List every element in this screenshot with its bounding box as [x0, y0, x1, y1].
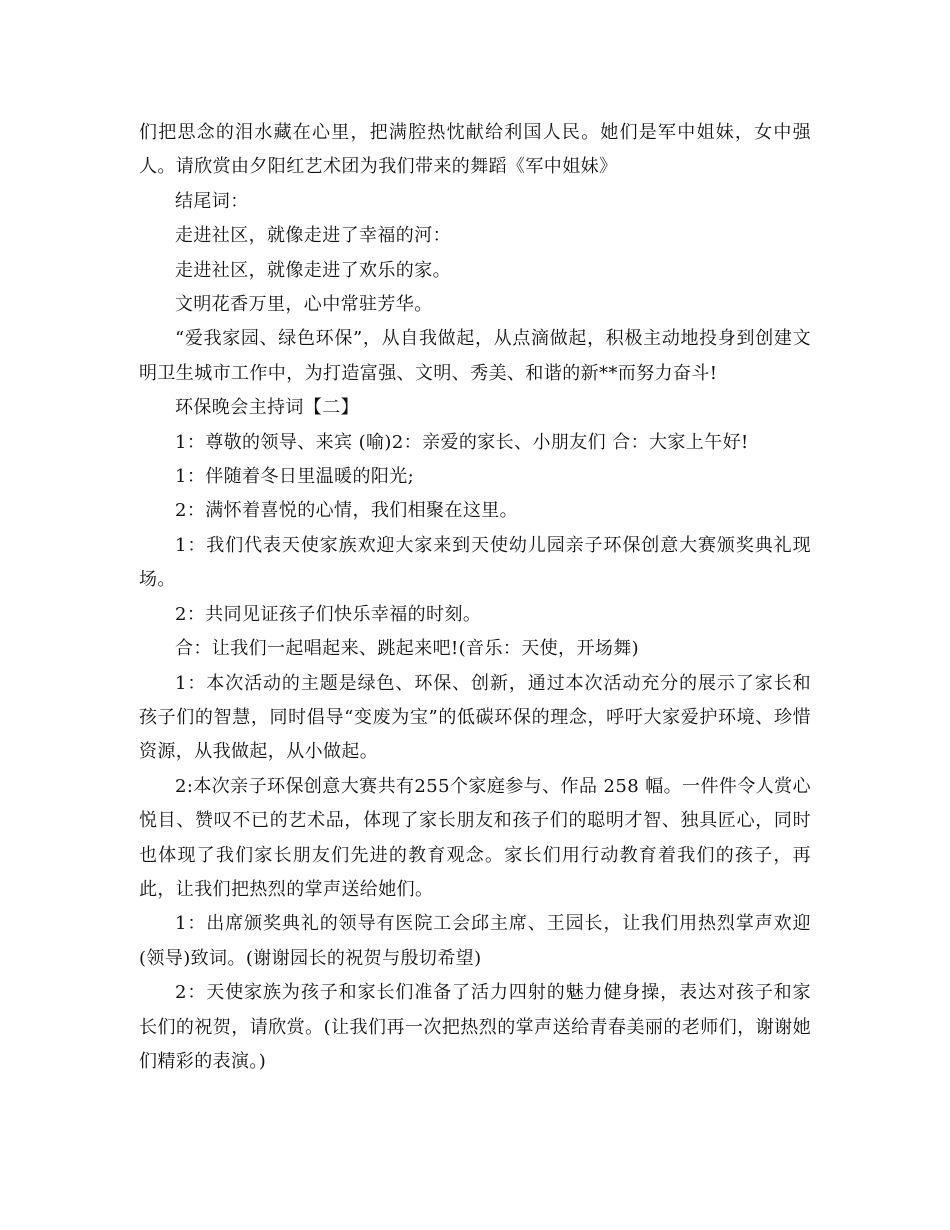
- paragraph: “爱我家园、绿色环保”，从自我做起，从点滴做起，积极主动地投身到创建文明卫生城市工作中，为打造富强、文明、秀美、和谐的新**而努力奋斗!: [139, 328, 811, 384]
- paragraph: 们把思念的泪水藏在心里，把满腔热忱献给利国人民。她们是军中姐妹，女中强人。请欣赏由夕阳红艺术团为我们带来的舞蹈《军中姐妹》: [139, 122, 811, 178]
- section-heading: 环保晚会主持词【二】: [175, 397, 359, 419]
- paragraph: 合：让我们一起唱起来、跳起来吧!(音乐：天使，开场舞): [175, 638, 640, 660]
- paragraph: 1：我们代表天使家族欢迎大家来到天使幼儿园亲子环保创意大赛颁奖典礼现场。: [139, 534, 811, 591]
- document-body: [139, 116, 811, 1079]
- paragraph: 文明花香万里，心中常驻芳华。: [175, 294, 433, 316]
- paragraph: 1：尊敬的领导、来宾 (喻)2：亲爱的家长、小朋友们 合：大家上午好!: [175, 431, 749, 453]
- paragraph: 走进社区，就像走进了幸福的河：: [175, 225, 451, 247]
- paragraph: 1：出席颁奖典礼的领导有医院工会邱主席、王园长，让我们用热烈掌声欢迎(领导)致词。(谢谢园长的祝贺与殷切希望): [139, 913, 811, 969]
- paragraph: 走进社区，就像走进了欢乐的家。: [175, 259, 451, 281]
- paragraph: 1：本次活动的主题是绿色、环保、创新，通过本次活动充分的展示了家长和孩子们的智慧，同时倡导“变废为宝”的低碳环保的理念，呼吁大家爱护环境、珍惜资源，从我做起，从小做起。: [139, 672, 811, 763]
- paragraph: 1：伴随着冬日里温暖的阳光;: [175, 466, 415, 488]
- paragraph: 2：共同见证孩子们快乐幸福的时刻。: [175, 603, 482, 625]
- paragraph: 2:本次亲子环保创意大赛共有255个家庭参与、作品 258 幅。一件件令人赏心悦目、赞叹不已的艺术品，体现了家长朋友和孩子们的聪明才智、独具匠心，同时也体现了我们家长朋友们先进的教育观念。家长们用行动教育着我们的孩子，再此，让我们把热烈的掌声送给她们。: [139, 775, 811, 900]
- paragraph: 结尾词：: [175, 190, 249, 212]
- paragraph: 2：天使家族为孩子和家长们准备了活力四射的魅力健身操，表达对孩子和家长们的祝贺，请欣赏。(让我们再一次把热烈的掌声送给青春美丽的老师们，谢谢她们精彩的表演。): [139, 982, 811, 1072]
- paragraph: 2：满怀着喜悦的心情，我们相聚在这里。: [175, 500, 519, 522]
